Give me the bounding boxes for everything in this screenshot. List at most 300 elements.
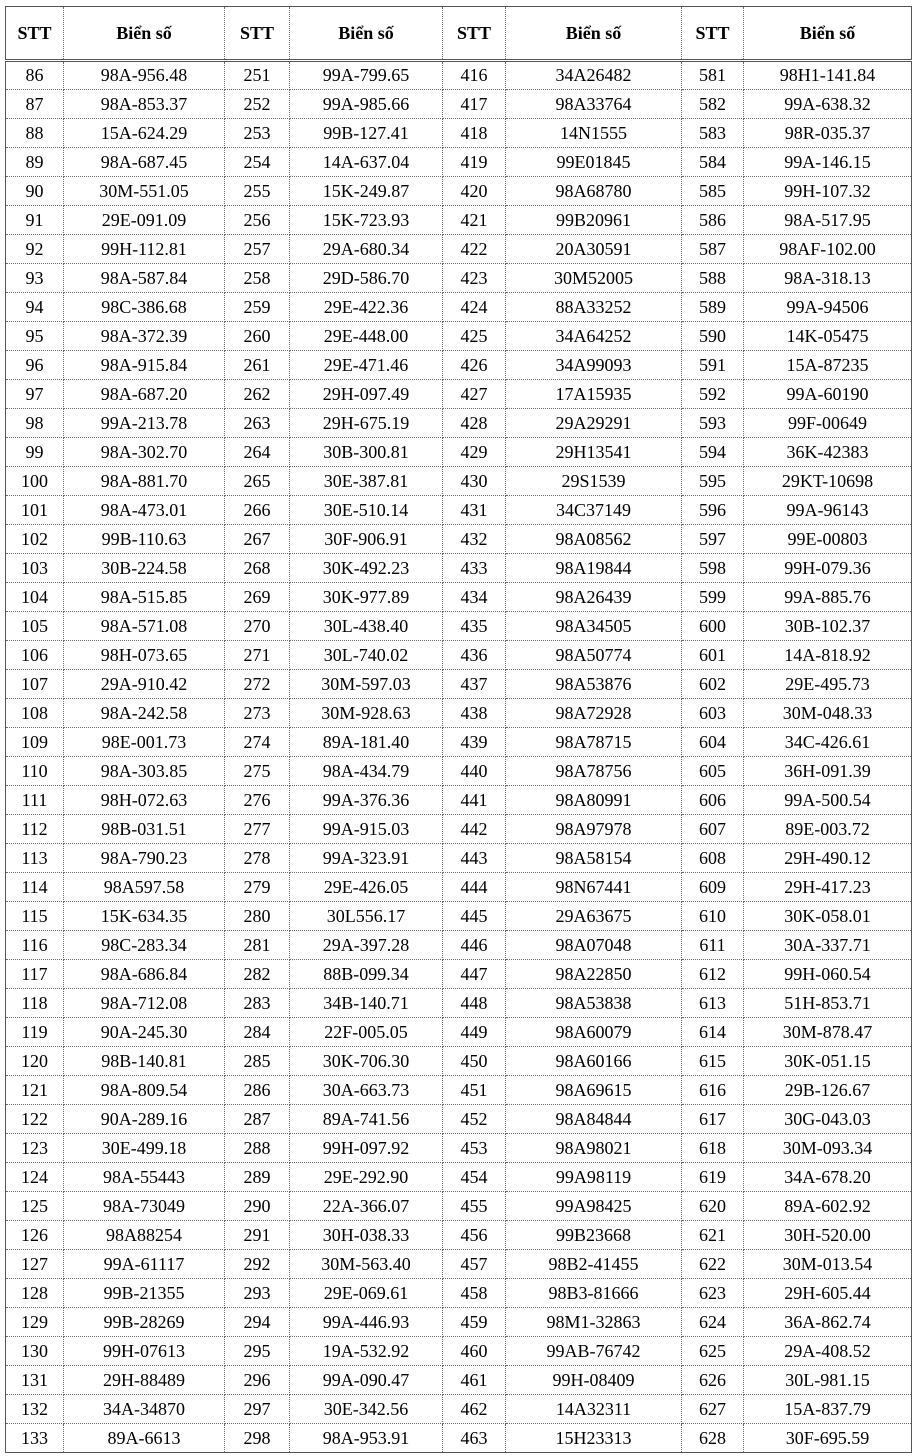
plate-cell: 30H-038.33 bbox=[290, 1221, 443, 1250]
plate-cell: 29H-417.23 bbox=[744, 873, 912, 902]
plate-cell: 98A97978 bbox=[506, 815, 682, 844]
stt-cell: 110 bbox=[6, 757, 64, 786]
plate-cell: 98A26439 bbox=[506, 583, 682, 612]
stt-cell: 125 bbox=[6, 1192, 64, 1221]
plate-cell: 30K-706.30 bbox=[290, 1047, 443, 1076]
plate-cell: 34A-34870 bbox=[64, 1395, 225, 1424]
stt-cell: 449 bbox=[443, 1018, 506, 1047]
plate-cell: 99B-28269 bbox=[64, 1308, 225, 1337]
plate-cell: 98A-687.20 bbox=[64, 380, 225, 409]
stt-cell: 592 bbox=[682, 380, 744, 409]
stt-cell: 112 bbox=[6, 815, 64, 844]
table-body bbox=[6, 61, 912, 1453]
stt-cell: 266 bbox=[225, 496, 290, 525]
stt-cell: 254 bbox=[225, 148, 290, 177]
plate-cell: 30M-597.03 bbox=[290, 670, 443, 699]
stt-cell: 431 bbox=[443, 496, 506, 525]
plate-cell: 98A68780 bbox=[506, 177, 682, 206]
plate-cell: 99AB-76742 bbox=[506, 1337, 682, 1366]
plate-cell: 29B-126.67 bbox=[744, 1076, 912, 1105]
plate-cell: 99A98119 bbox=[506, 1163, 682, 1192]
plate-cell: 30L-740.02 bbox=[290, 641, 443, 670]
plate-cell: 14N1555 bbox=[506, 119, 682, 148]
stt-cell: 127 bbox=[6, 1250, 64, 1279]
plate-cell: 19A-532.92 bbox=[290, 1337, 443, 1366]
plate-cell: 30H-520.00 bbox=[744, 1221, 912, 1250]
header-stt-3: STT bbox=[443, 7, 506, 61]
plate-cell: 30E-342.56 bbox=[290, 1395, 443, 1424]
plate-cell: 30E-499.18 bbox=[64, 1134, 225, 1163]
plate-cell: 99A-61117 bbox=[64, 1250, 225, 1279]
plate-cell: 34B-140.71 bbox=[290, 989, 443, 1018]
stt-cell: 130 bbox=[6, 1337, 64, 1366]
plate-cell: 29H-097.49 bbox=[290, 380, 443, 409]
table-row bbox=[6, 1221, 912, 1250]
table-row bbox=[6, 1337, 912, 1366]
table-row bbox=[6, 1018, 912, 1047]
stt-cell: 624 bbox=[682, 1308, 744, 1337]
stt-cell: 92 bbox=[6, 235, 64, 264]
plate-cell: 20A30591 bbox=[506, 235, 682, 264]
stt-cell: 425 bbox=[443, 322, 506, 351]
plate-cell: 98A-473.01 bbox=[64, 496, 225, 525]
plate-cell: 99H-08409 bbox=[506, 1366, 682, 1395]
plate-cell: 29A-397.28 bbox=[290, 931, 443, 960]
plate-cell: 34C-426.61 bbox=[744, 728, 912, 757]
stt-cell: 608 bbox=[682, 844, 744, 873]
stt-cell: 590 bbox=[682, 322, 744, 351]
table-row bbox=[6, 1366, 912, 1395]
stt-cell: 429 bbox=[443, 438, 506, 467]
table-row bbox=[6, 757, 912, 786]
stt-cell: 118 bbox=[6, 989, 64, 1018]
table-row bbox=[6, 322, 912, 351]
plate-cell: 98A-434.79 bbox=[290, 757, 443, 786]
plate-cell: 98B2-41455 bbox=[506, 1250, 682, 1279]
table-row bbox=[6, 670, 912, 699]
plate-cell: 88B-099.34 bbox=[290, 960, 443, 989]
header-row bbox=[6, 7, 912, 61]
plate-cell: 30E-387.81 bbox=[290, 467, 443, 496]
stt-cell: 263 bbox=[225, 409, 290, 438]
stt-cell: 278 bbox=[225, 844, 290, 873]
table-row bbox=[6, 496, 912, 525]
table-header bbox=[6, 7, 912, 61]
stt-cell: 433 bbox=[443, 554, 506, 583]
plate-cell: 98C-283.34 bbox=[64, 931, 225, 960]
stt-cell: 261 bbox=[225, 351, 290, 380]
stt-cell: 133 bbox=[6, 1424, 64, 1453]
stt-cell: 98 bbox=[6, 409, 64, 438]
stt-cell: 599 bbox=[682, 583, 744, 612]
plate-cell: 99H-07613 bbox=[64, 1337, 225, 1366]
header-stt-2: STT bbox=[225, 7, 290, 61]
plate-cell: 29E-292.90 bbox=[290, 1163, 443, 1192]
plate-cell: 30B-102.37 bbox=[744, 612, 912, 641]
stt-cell: 99 bbox=[6, 438, 64, 467]
plate-cell: 15H23313 bbox=[506, 1424, 682, 1453]
plate-cell: 30M-563.40 bbox=[290, 1250, 443, 1279]
plate-cell: 98A597.58 bbox=[64, 873, 225, 902]
stt-cell: 448 bbox=[443, 989, 506, 1018]
stt-cell: 621 bbox=[682, 1221, 744, 1250]
stt-cell: 446 bbox=[443, 931, 506, 960]
plate-cell: 98A58154 bbox=[506, 844, 682, 873]
table-row bbox=[6, 1192, 912, 1221]
plate-cell: 88A33252 bbox=[506, 293, 682, 322]
stt-cell: 606 bbox=[682, 786, 744, 815]
plate-cell: 15K-634.35 bbox=[64, 902, 225, 931]
stt-cell: 452 bbox=[443, 1105, 506, 1134]
stt-cell: 276 bbox=[225, 786, 290, 815]
stt-cell: 264 bbox=[225, 438, 290, 467]
plate-cell: 98A53838 bbox=[506, 989, 682, 1018]
stt-cell: 427 bbox=[443, 380, 506, 409]
plate-cell: 30M52005 bbox=[506, 264, 682, 293]
plate-cell: 98A08562 bbox=[506, 525, 682, 554]
plate-cell: 98A53876 bbox=[506, 670, 682, 699]
stt-cell: 283 bbox=[225, 989, 290, 1018]
stt-cell: 612 bbox=[682, 960, 744, 989]
plate-cell: 89E-003.72 bbox=[744, 815, 912, 844]
plate-cell: 22A-366.07 bbox=[290, 1192, 443, 1221]
stt-cell: 586 bbox=[682, 206, 744, 235]
table-row bbox=[6, 61, 912, 90]
stt-cell: 454 bbox=[443, 1163, 506, 1192]
stt-cell: 90 bbox=[6, 177, 64, 206]
stt-cell: 115 bbox=[6, 902, 64, 931]
table-row bbox=[6, 235, 912, 264]
plate-cell: 98A-372.39 bbox=[64, 322, 225, 351]
plate-cell: 29D-586.70 bbox=[290, 264, 443, 293]
table-row bbox=[6, 612, 912, 641]
plate-cell: 98E-001.73 bbox=[64, 728, 225, 757]
plate-cell: 15K-249.87 bbox=[290, 177, 443, 206]
stt-cell: 416 bbox=[443, 61, 506, 90]
table-row bbox=[6, 786, 912, 815]
stt-cell: 596 bbox=[682, 496, 744, 525]
table-row bbox=[6, 815, 912, 844]
stt-cell: 450 bbox=[443, 1047, 506, 1076]
stt-cell: 124 bbox=[6, 1163, 64, 1192]
stt-cell: 256 bbox=[225, 206, 290, 235]
table-row bbox=[6, 1047, 912, 1076]
plate-cell: 30L556.17 bbox=[290, 902, 443, 931]
stt-cell: 421 bbox=[443, 206, 506, 235]
plate-cell: 98A07048 bbox=[506, 931, 682, 960]
stt-cell: 435 bbox=[443, 612, 506, 641]
stt-cell: 131 bbox=[6, 1366, 64, 1395]
table-row bbox=[6, 148, 912, 177]
table-row bbox=[6, 1308, 912, 1337]
plate-cell: 99A-799.65 bbox=[290, 61, 443, 90]
stt-cell: 457 bbox=[443, 1250, 506, 1279]
stt-cell: 105 bbox=[6, 612, 64, 641]
stt-cell: 285 bbox=[225, 1047, 290, 1076]
plate-cell: 30A-337.71 bbox=[744, 931, 912, 960]
stt-cell: 442 bbox=[443, 815, 506, 844]
stt-cell: 277 bbox=[225, 815, 290, 844]
stt-cell: 120 bbox=[6, 1047, 64, 1076]
plate-cell: 30E-510.14 bbox=[290, 496, 443, 525]
stt-cell: 289 bbox=[225, 1163, 290, 1192]
plate-cell: 98A-318.13 bbox=[744, 264, 912, 293]
stt-cell: 463 bbox=[443, 1424, 506, 1453]
stt-cell: 422 bbox=[443, 235, 506, 264]
stt-cell: 117 bbox=[6, 960, 64, 989]
plate-cell: 98A-686.84 bbox=[64, 960, 225, 989]
plate-cell: 29A29291 bbox=[506, 409, 682, 438]
plate-cell: 98B-140.81 bbox=[64, 1047, 225, 1076]
plate-cell: 14A32311 bbox=[506, 1395, 682, 1424]
table-row bbox=[6, 1076, 912, 1105]
stt-cell: 270 bbox=[225, 612, 290, 641]
stt-cell: 287 bbox=[225, 1105, 290, 1134]
stt-cell: 111 bbox=[6, 786, 64, 815]
plate-cell: 30K-977.89 bbox=[290, 583, 443, 612]
plate-cell: 98N67441 bbox=[506, 873, 682, 902]
plate-cell: 98A-853.37 bbox=[64, 90, 225, 119]
stt-cell: 292 bbox=[225, 1250, 290, 1279]
plate-cell: 99B23668 bbox=[506, 1221, 682, 1250]
stt-cell: 418 bbox=[443, 119, 506, 148]
stt-cell: 432 bbox=[443, 525, 506, 554]
plate-cell: 98A60166 bbox=[506, 1047, 682, 1076]
plate-cell: 98B-031.51 bbox=[64, 815, 225, 844]
stt-cell: 461 bbox=[443, 1366, 506, 1395]
plate-cell: 98M1-32863 bbox=[506, 1308, 682, 1337]
stt-cell: 268 bbox=[225, 554, 290, 583]
stt-cell: 273 bbox=[225, 699, 290, 728]
plate-cell: 99A-146.15 bbox=[744, 148, 912, 177]
stt-cell: 251 bbox=[225, 61, 290, 90]
stt-cell: 87 bbox=[6, 90, 64, 119]
plate-cell: 98H-072.63 bbox=[64, 786, 225, 815]
stt-cell: 106 bbox=[6, 641, 64, 670]
stt-cell: 614 bbox=[682, 1018, 744, 1047]
plate-cell: 99A-090.47 bbox=[290, 1366, 443, 1395]
plate-cell: 29A-910.42 bbox=[64, 670, 225, 699]
table-row bbox=[6, 1105, 912, 1134]
stt-cell: 255 bbox=[225, 177, 290, 206]
plate-cell: 14K-05475 bbox=[744, 322, 912, 351]
table-row bbox=[6, 1395, 912, 1424]
header-plate-1: Biển số bbox=[64, 7, 225, 61]
stt-cell: 123 bbox=[6, 1134, 64, 1163]
plate-cell: 98A-303.85 bbox=[64, 757, 225, 786]
stt-cell: 460 bbox=[443, 1337, 506, 1366]
plate-cell: 98A98021 bbox=[506, 1134, 682, 1163]
stt-cell: 440 bbox=[443, 757, 506, 786]
plate-cell: 29H-605.44 bbox=[744, 1279, 912, 1308]
stt-cell: 441 bbox=[443, 786, 506, 815]
stt-cell: 101 bbox=[6, 496, 64, 525]
plate-cell: 34A64252 bbox=[506, 322, 682, 351]
stt-cell: 253 bbox=[225, 119, 290, 148]
stt-cell: 257 bbox=[225, 235, 290, 264]
plate-cell: 36H-091.39 bbox=[744, 757, 912, 786]
stt-cell: 271 bbox=[225, 641, 290, 670]
stt-cell: 434 bbox=[443, 583, 506, 612]
stt-cell: 94 bbox=[6, 293, 64, 322]
stt-cell: 269 bbox=[225, 583, 290, 612]
plate-cell: 30L-438.40 bbox=[290, 612, 443, 641]
stt-cell: 102 bbox=[6, 525, 64, 554]
plate-cell: 36K-42383 bbox=[744, 438, 912, 467]
table-row bbox=[6, 380, 912, 409]
plate-cell: 29A-680.34 bbox=[290, 235, 443, 264]
stt-cell: 114 bbox=[6, 873, 64, 902]
header-plate-4: Biển số bbox=[744, 7, 912, 61]
stt-cell: 443 bbox=[443, 844, 506, 873]
plate-cell: 98A34505 bbox=[506, 612, 682, 641]
stt-cell: 619 bbox=[682, 1163, 744, 1192]
table-row bbox=[6, 293, 912, 322]
stt-cell: 426 bbox=[443, 351, 506, 380]
plate-cell: 29E-448.00 bbox=[290, 322, 443, 351]
stt-cell: 430 bbox=[443, 467, 506, 496]
document-page bbox=[5, 6, 912, 1453]
stt-cell: 588 bbox=[682, 264, 744, 293]
plate-cell: 30K-051.15 bbox=[744, 1047, 912, 1076]
plate-cell: 30M-551.05 bbox=[64, 177, 225, 206]
stt-cell: 298 bbox=[225, 1424, 290, 1453]
stt-cell: 436 bbox=[443, 641, 506, 670]
plate-cell: 98A-73049 bbox=[64, 1192, 225, 1221]
plate-cell: 29H-675.19 bbox=[290, 409, 443, 438]
plate-cell: 98A-587.84 bbox=[64, 264, 225, 293]
stt-cell: 625 bbox=[682, 1337, 744, 1366]
stt-cell: 281 bbox=[225, 931, 290, 960]
plate-cell: 98A-302.70 bbox=[64, 438, 225, 467]
stt-cell: 587 bbox=[682, 235, 744, 264]
stt-cell: 623 bbox=[682, 1279, 744, 1308]
plate-cell: 30L-981.15 bbox=[744, 1366, 912, 1395]
plate-cell: 99A-500.54 bbox=[744, 786, 912, 815]
plate-cell: 98A-915.84 bbox=[64, 351, 225, 380]
table-row bbox=[6, 264, 912, 293]
stt-cell: 297 bbox=[225, 1395, 290, 1424]
stt-cell: 93 bbox=[6, 264, 64, 293]
stt-cell: 601 bbox=[682, 641, 744, 670]
table-row bbox=[6, 90, 912, 119]
header-plate-3: Biển số bbox=[506, 7, 682, 61]
table-row bbox=[6, 844, 912, 873]
stt-cell: 108 bbox=[6, 699, 64, 728]
plate-cell: 90A-245.30 bbox=[64, 1018, 225, 1047]
stt-cell: 121 bbox=[6, 1076, 64, 1105]
plate-cell: 30A-663.73 bbox=[290, 1076, 443, 1105]
stt-cell: 455 bbox=[443, 1192, 506, 1221]
stt-cell: 620 bbox=[682, 1192, 744, 1221]
stt-cell: 597 bbox=[682, 525, 744, 554]
stt-cell: 595 bbox=[682, 467, 744, 496]
plate-cell: 98A-790.23 bbox=[64, 844, 225, 873]
plate-cell: 89A-181.40 bbox=[290, 728, 443, 757]
plate-cell: 98A19844 bbox=[506, 554, 682, 583]
plate-cell: 29E-091.09 bbox=[64, 206, 225, 235]
stt-cell: 618 bbox=[682, 1134, 744, 1163]
stt-cell: 611 bbox=[682, 931, 744, 960]
stt-cell: 294 bbox=[225, 1308, 290, 1337]
plate-cell: 99A-638.32 bbox=[744, 90, 912, 119]
stt-cell: 100 bbox=[6, 467, 64, 496]
stt-cell: 122 bbox=[6, 1105, 64, 1134]
plate-cell: 30F-695.59 bbox=[744, 1424, 912, 1453]
stt-cell: 272 bbox=[225, 670, 290, 699]
plate-cell: 29H13541 bbox=[506, 438, 682, 467]
stt-cell: 97 bbox=[6, 380, 64, 409]
plate-cell: 29S1539 bbox=[506, 467, 682, 496]
table-row bbox=[6, 873, 912, 902]
stt-cell: 265 bbox=[225, 467, 290, 496]
stt-cell: 116 bbox=[6, 931, 64, 960]
table-row bbox=[6, 525, 912, 554]
stt-cell: 583 bbox=[682, 119, 744, 148]
stt-cell: 605 bbox=[682, 757, 744, 786]
stt-cell: 609 bbox=[682, 873, 744, 902]
table-row bbox=[6, 206, 912, 235]
stt-cell: 262 bbox=[225, 380, 290, 409]
table-row bbox=[6, 119, 912, 148]
stt-cell: 626 bbox=[682, 1366, 744, 1395]
stt-cell: 628 bbox=[682, 1424, 744, 1453]
plate-cell: 98A80991 bbox=[506, 786, 682, 815]
plate-cell: 99H-060.54 bbox=[744, 960, 912, 989]
stt-cell: 428 bbox=[443, 409, 506, 438]
plate-cell: 98A-687.45 bbox=[64, 148, 225, 177]
plate-cell: 98A22850 bbox=[506, 960, 682, 989]
plate-cell: 98A-55443 bbox=[64, 1163, 225, 1192]
stt-cell: 459 bbox=[443, 1308, 506, 1337]
stt-cell: 286 bbox=[225, 1076, 290, 1105]
plate-cell: 29E-495.73 bbox=[744, 670, 912, 699]
plate-cell: 99A-915.03 bbox=[290, 815, 443, 844]
plate-cell: 98A-712.08 bbox=[64, 989, 225, 1018]
stt-cell: 103 bbox=[6, 554, 64, 583]
table-row bbox=[6, 728, 912, 757]
stt-cell: 295 bbox=[225, 1337, 290, 1366]
stt-cell: 451 bbox=[443, 1076, 506, 1105]
plate-cell: 98A-881.70 bbox=[64, 467, 225, 496]
plate-cell: 99H-079.36 bbox=[744, 554, 912, 583]
license-plate-table bbox=[5, 6, 912, 1453]
plate-cell: 29H-88489 bbox=[64, 1366, 225, 1395]
table-row bbox=[6, 931, 912, 960]
stt-cell: 260 bbox=[225, 322, 290, 351]
stt-cell: 284 bbox=[225, 1018, 290, 1047]
plate-cell: 99H-112.81 bbox=[64, 235, 225, 264]
plate-cell: 98R-035.37 bbox=[744, 119, 912, 148]
plate-cell: 98A78756 bbox=[506, 757, 682, 786]
plate-cell: 29H-490.12 bbox=[744, 844, 912, 873]
table-row bbox=[6, 1134, 912, 1163]
stt-cell: 613 bbox=[682, 989, 744, 1018]
plate-cell: 99B-21355 bbox=[64, 1279, 225, 1308]
stt-cell: 445 bbox=[443, 902, 506, 931]
plate-cell: 34A-678.20 bbox=[744, 1163, 912, 1192]
stt-cell: 582 bbox=[682, 90, 744, 119]
stt-cell: 91 bbox=[6, 206, 64, 235]
stt-cell: 420 bbox=[443, 177, 506, 206]
table-row bbox=[6, 467, 912, 496]
plate-cell: 34A26482 bbox=[506, 61, 682, 90]
plate-cell: 98A-956.48 bbox=[64, 61, 225, 90]
stt-cell: 593 bbox=[682, 409, 744, 438]
plate-cell: 98A-515.85 bbox=[64, 583, 225, 612]
plate-cell: 29KT-10698 bbox=[744, 467, 912, 496]
plate-cell: 99A-985.66 bbox=[290, 90, 443, 119]
